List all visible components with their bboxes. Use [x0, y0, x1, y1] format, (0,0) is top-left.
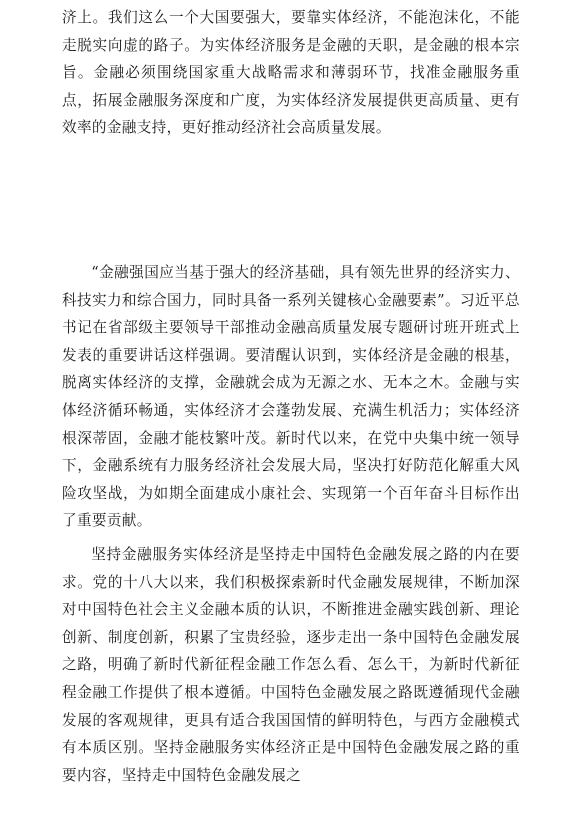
paragraph-2: “金融强国应当基于强大的经济基础，具有领先世界的经济实力、科技实力和综合国力，同时具备一系列关键核心金融要素”。习近平总书记在省部级主要领导干部推动金融高质量发展专题研讨班开班式上发表的重要讲话这样强调。要清醒认识到，实体经济是金融的根基，脱离实体经济的支撑，金融就会成为无源之水、无本之木。金融与实体经济循环畅通，实体经济才会蓬勃发展、充满生机活力；实体经济根深蒂固，金融才能枝繁叶茂。新时代以来，在党中央集中统一领导下，金融系统有力服务经济社会发展大局，坚决打好防范化解重大风险攻坚战，为如期全面建成小康社会、实现第一个百年奋斗目标作出了重要贡献。	[62, 264, 520, 530]
paragraph-3: 坚持金融服务实体经济是坚持走中国特色金融发展之路的内在要求。党的十八大以来，我们积极探索新时代金融发展规律，不断加深对中国特色社会主义金融本质的认识，不断推进金融实践创新、理论创新、制度创新，积累了宝贵经验，逐步走出一条中国特色金融发展之路，明确了新时代新征程金融工作怎么看、怎么干，为新时代新征程金融工作提供了根本遵循。中国特色金融发展之路既遵循现代金融发展的客观规律，更具有适合我国国情的鲜明特色，与西方金融模式有本质区别。坚持金融服务实体经济正是中国特色金融发展之路的重要内容，坚持走中国特色金融发展之	[62, 546, 520, 784]
paragraph-1: 济上。我们这么一个大国要强大，要靠实体经济，不能泡沫化，不能走脱实向虚的路子。为实体经济服务是金融的天职，是金融的根本宗旨。金融必须围绕国家重大战略需求和薄弱环节，找准金融服务重点，拓展金融服务深度和广度，为实体经济发展提供更高质量、更有效率的金融支持，更好推动经济社会高质量发展。	[62, 9, 520, 137]
